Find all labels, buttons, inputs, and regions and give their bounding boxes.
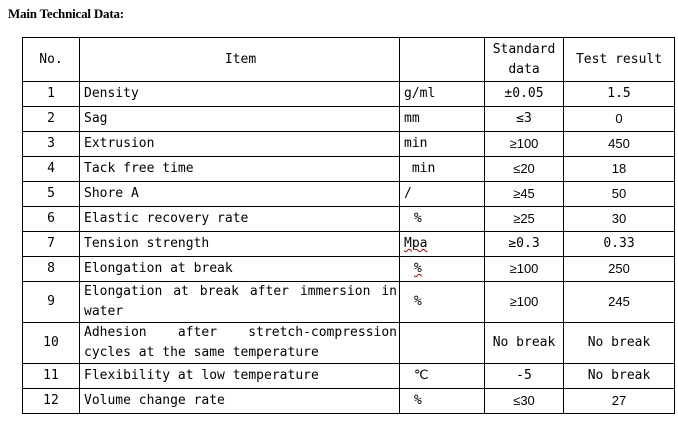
row-unit: min (400, 132, 485, 157)
row-unit: % (400, 207, 485, 232)
row-unit-text: % (414, 261, 422, 276)
row-unit: g/ml (400, 82, 485, 107)
row-standard: ≤30 (485, 389, 564, 414)
row-item: Tack free time (80, 157, 400, 182)
table-row (23, 132, 675, 157)
row-no: 1 (23, 82, 80, 107)
row-unit: ℃ (400, 364, 485, 389)
row-no: 12 (23, 389, 80, 414)
row-result: 1.5 (564, 82, 675, 107)
row-result: 450 (564, 132, 675, 157)
header-standard: Standard data (485, 38, 564, 82)
table-row (23, 232, 675, 257)
row-result: 250 (564, 257, 675, 282)
row-standard: -5 (485, 364, 564, 389)
row-no: 5 (23, 182, 80, 207)
row-no: 2 (23, 107, 80, 132)
row-standard: ≥100 (485, 257, 564, 282)
row-item: Elongation at break after immersion in water (80, 282, 400, 323)
row-item: Extrusion (80, 132, 400, 157)
header-result: Test result (564, 38, 675, 82)
table-row (23, 323, 675, 364)
row-result: No break (564, 364, 675, 389)
row-standard: ≤20 (485, 157, 564, 182)
row-no: 7 (23, 232, 80, 257)
row-standard: ≥0.3 (485, 232, 564, 257)
document-heading: Main Technical Data: (8, 6, 124, 21)
row-result: 245 (564, 282, 675, 323)
row-item: Sag (80, 107, 400, 132)
table-row (23, 389, 675, 414)
row-result: 27 (564, 389, 675, 414)
row-item: Tension strength (80, 232, 400, 257)
row-item: Volume change rate (80, 389, 400, 414)
row-no: 3 (23, 132, 80, 157)
row-result: 50 (564, 182, 675, 207)
row-no: 10 (23, 323, 80, 364)
row-result: 0.33 (564, 232, 675, 257)
header-unit (400, 38, 485, 82)
row-result: No break (564, 323, 675, 364)
row-unit-text: Mpa (404, 236, 428, 251)
row-no: 9 (23, 282, 80, 323)
row-standard: ≤3 (485, 107, 564, 132)
row-item: Elongation at break (80, 257, 400, 282)
row-unit: % (400, 282, 485, 323)
table-row (23, 107, 675, 132)
row-no: 6 (23, 207, 80, 232)
row-standard: ±0.05 (485, 82, 564, 107)
row-unit: % (400, 389, 485, 414)
row-standard: ≥100 (485, 132, 564, 157)
table-row (23, 157, 675, 182)
row-standard: No break (485, 323, 564, 364)
table-row (23, 282, 675, 323)
row-unit (400, 232, 485, 257)
table-row (23, 364, 675, 389)
row-unit: mm (400, 107, 485, 132)
row-item: Density (80, 82, 400, 107)
row-item: Elastic recovery rate (80, 207, 400, 232)
row-unit (400, 323, 485, 364)
row-unit (400, 257, 485, 282)
table-row (23, 207, 675, 232)
header-item: Item (80, 38, 400, 82)
row-no: 4 (23, 157, 80, 182)
row-no: 8 (23, 257, 80, 282)
table-header-row (23, 38, 675, 82)
row-standard: ≥100 (485, 282, 564, 323)
row-unit: min (400, 157, 485, 182)
row-item: Shore A (80, 182, 400, 207)
row-result: 0 (564, 107, 675, 132)
table-row (23, 82, 675, 107)
row-result: 18 (564, 157, 675, 182)
header-no: No. (23, 38, 80, 82)
table-row (23, 182, 675, 207)
row-standard: ≥45 (485, 182, 564, 207)
row-item: Flexibility at low temperature (80, 364, 400, 389)
technical-data-table (22, 37, 675, 414)
table-row (23, 257, 675, 282)
row-standard: ≥25 (485, 207, 564, 232)
row-item: Adhesion after stretch-compression cycles at the same temperature (80, 323, 400, 364)
row-result: 30 (564, 207, 675, 232)
row-no: 11 (23, 364, 80, 389)
row-unit: / (400, 182, 485, 207)
